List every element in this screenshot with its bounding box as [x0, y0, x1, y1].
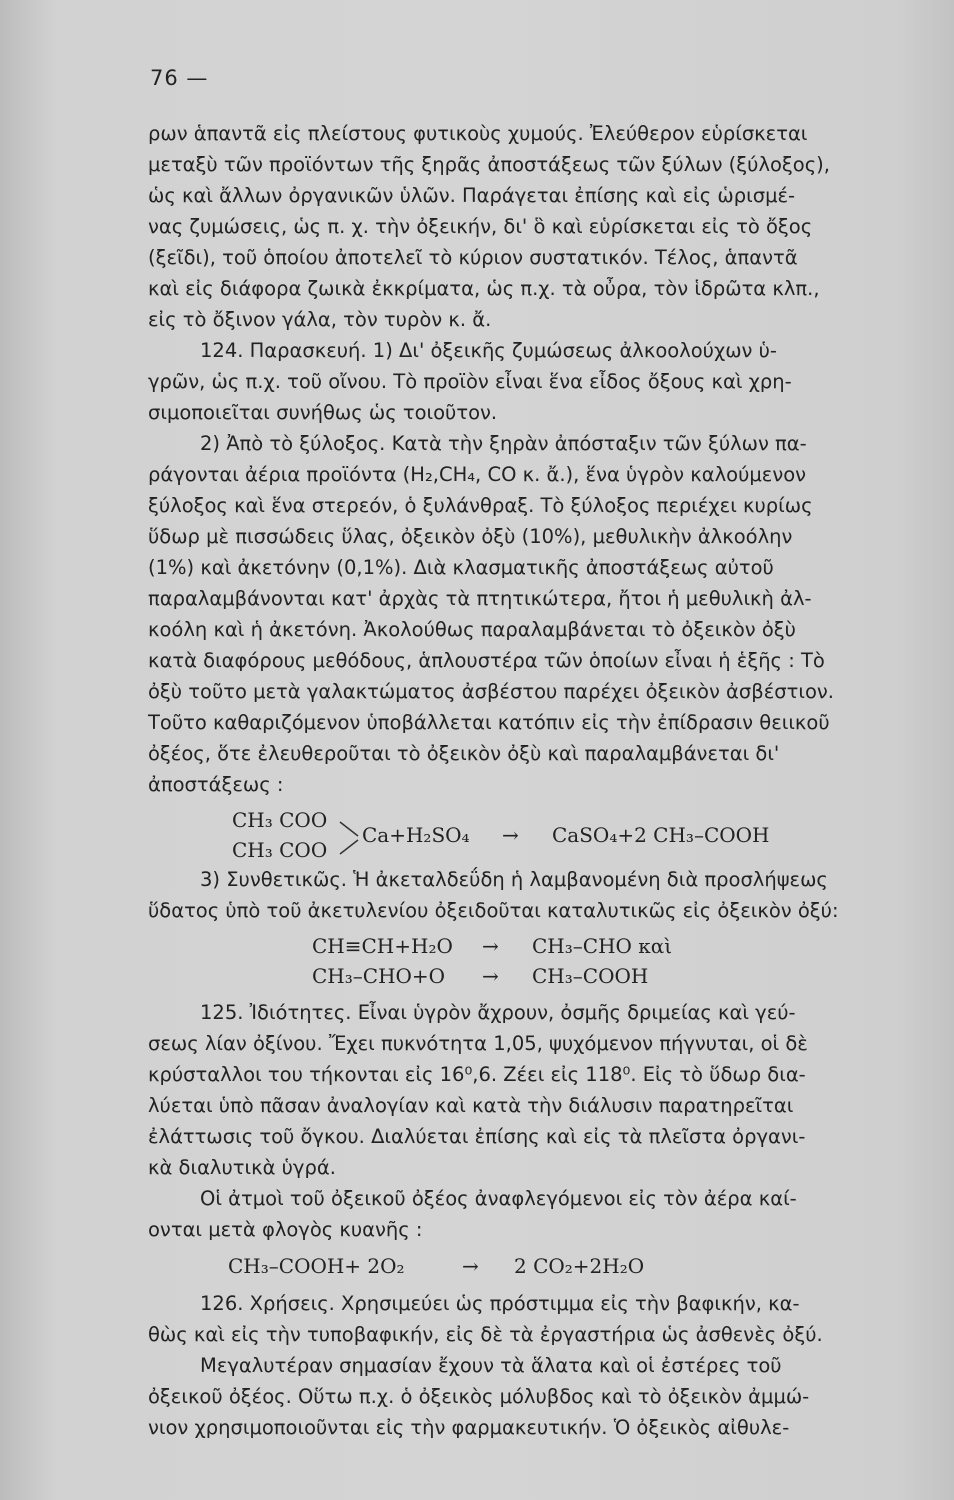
- formula-2b-right: CH₃–COOH: [532, 964, 649, 988]
- formula-2a-arrow: →: [482, 934, 499, 958]
- text-line: ρων ἁπαντᾶ εἰς πλείστους φυτικοὺς χυμούς. Ἐλεύθερον εὑρίσκεται: [148, 122, 808, 145]
- text-line: (1%) καὶ ἀκετόνην (0,1%). Διὰ κλασματικῆς ἀποστάξεως αὐτοῦ: [148, 556, 774, 579]
- text-line: γρῶν, ὡς π.χ. τοῦ οἴνου. Τὸ προϊὸν εἶναι ἕνα εἶδος ὄξους καὶ χρη-: [148, 370, 792, 393]
- text-line: λύεται ὑπὸ πᾶσαν ἀναλογίαν καὶ κατὰ τὴν διάλυσιν παρατηρεῖται: [148, 1094, 794, 1117]
- text-line: ὀξὺ τοῦτο μετὰ γαλακτώματος ἀσβέστου παρέχει ὀξεικὸν ἀσβέστιον.: [148, 680, 834, 703]
- formula-1-bottom: CH₃ COO: [232, 838, 328, 862]
- text-line: 3) Συνθετικῶς. Ἡ ἀκεταλδεΰδη ἡ λαμβανομένη διὰ προσλήψεως: [200, 868, 828, 891]
- text-line: σεως λίαν ὀξίνου. Ἔχει πυκνότητα 1,05, ψυχόμενον πήγνυται, οἱ δὲ: [148, 1032, 808, 1055]
- formula-1-middle: Ca+H₂SO₄: [362, 823, 470, 847]
- section-heading-125: 125. Ἰδιότητες. Εἶναι ὑγρὸν ἄχρουν, ὀσμῆς δριμείας καὶ γεύ-: [200, 1001, 796, 1024]
- text-line: Οἱ ἀτμοὶ τοῦ ὀξεικοῦ ὀξέος ἀναφλεγόμενοι εἰς τὸν ἀέρα καί-: [200, 1187, 797, 1210]
- text-line: Μεγαλυτέραν σημασίαν ἔχουν τὰ ἅλατα καὶ οἱ ἐστέρες τοῦ: [200, 1354, 782, 1377]
- text-line: Τοῦτο καθαριζόμενον ὑποβάλλεται κατόπιν εἰς τὴν ἐπίδρασιν θειικοῦ: [148, 711, 830, 734]
- text-line: ἐλάττωσις τοῦ ὄγκου. Διαλύεται ἐπίσης καὶ εἰς τὰ πλεῖστα ὀργανι-: [148, 1125, 806, 1148]
- text-line: ὀξεικοῦ ὀξέος. Οὕτω π.χ. ὁ ὀξεικὸς μόλυβδος καὶ τὸ ὀξεικὸν ἀμμώ-: [148, 1385, 810, 1408]
- text-line: 2) Ἀπὸ τὸ ξύλοξος. Κατὰ τὴν ξηρὰν ἀπόσταξιν τῶν ξύλων πα-: [200, 432, 807, 455]
- text-line: νιον χρησιμοποιοῦνται εἰς τὴν φαρμακευτικήν. Ὁ ὀξεικὸς αἰθυλε-: [148, 1416, 790, 1439]
- section-heading-124: 124. Παρασκευή. 1) Δι' ὀξεικῆς ζυμώσεως ἀλκοολούχων ὑ-: [200, 339, 777, 362]
- text-line: (ξεῖδι), τοῦ ὁποίου ἀποτελεῖ τὸ κύριον συστατικόν. Τέλος, ἁπαντᾶ: [148, 246, 798, 269]
- text-line: ὀξέος, ὅτε ἐλευθεροῦται τὸ ὀξεικὸν ὀξὺ καὶ παραλαμβάνεται δι': [148, 742, 780, 765]
- text-line: παραλαμβάνονται κατ' ἀρχὰς τὰ πτητικώτερα, ἤτοι ἡ μεθυλικὴ ἀλ-: [148, 587, 812, 610]
- text-line: ὡς καὶ ἄλλων ὀργανικῶν ὑλῶν. Παράγεται ἐπίσης καὶ εἰς ὡρισμέ-: [148, 184, 796, 207]
- formula-3-left: CH₃–COOH+ 2O₂: [228, 1254, 405, 1278]
- formula-2b-left: CH₃–CHO+O: [312, 964, 446, 988]
- formula-1-right: CaSO₄+2 CH₃–COOH: [552, 823, 770, 847]
- formula-1-top: CH₃ COO: [232, 808, 328, 832]
- formula-2b-arrow: →: [482, 964, 499, 988]
- formula-1-arrow: →: [502, 823, 519, 847]
- formula-3-right: 2 CO₂+2H₂O: [514, 1254, 645, 1278]
- text-line: καὶ εἰς διάφορα ζωικὰ ἐκκρίματα, ὡς π.χ. τὰ οὖρα, τὸν ἱδρῶτα κλπ.,: [148, 277, 820, 300]
- formula-3-arrow: →: [462, 1254, 479, 1278]
- text-line: ἀποστάξεως :: [148, 773, 284, 796]
- text-line: ονται μετὰ φλογὸς κυανῆς :: [148, 1218, 423, 1241]
- text-line: εἰς τὸ ὄξινον γάλα, τὸν τυρὸν κ. ἄ.: [148, 308, 492, 331]
- page-number: 76 —: [150, 66, 209, 90]
- section-heading-126: 126. Χρήσεις. Χρησιμεύει ὡς πρόστιμμα εἰς τὴν βαφικήν, κα-: [200, 1292, 800, 1315]
- text-line: ράγονται ἀέρια προϊόντα (H₂,CH₄, CO κ. ἄ.), ἕνα ὑγρὸν καλούμενον: [148, 463, 807, 486]
- text-line: μεταξὺ τῶν προϊόντων τῆς ξηρᾶς ἀποστάξεως τῶν ξύλων (ξύλοξος),: [148, 153, 830, 176]
- text-line: σιμοποιεῖται συνήθως ὡς τοιοῦτον.: [148, 401, 498, 424]
- text-line: θὼς καὶ εἰς τὴν τυποβαφικήν, εἰς δὲ τὰ ἐργαστήρια ὡς ἀσθενὲς ὀξύ.: [148, 1323, 823, 1346]
- formula-2a-left: CH≡CH+H₂O: [312, 934, 453, 958]
- text-line: ὕδατος ὑπὸ τοῦ ἀκετυλενίου ὀξειδοῦται καταλυτικῶς εἰς ὀξεικὸν ὀξύ:: [148, 899, 839, 922]
- formula-2a-right: CH₃–CHO καὶ: [532, 934, 673, 958]
- formula-1-bracket: [338, 818, 362, 858]
- text-line: κοόλη καὶ ἡ ἀκετόνη. Ἀκολούθως παραλαμβάνεται τὸ ὀξεικὸν ὀξὺ: [148, 618, 796, 641]
- text-line: κατὰ διαφόρους μεθόδους, ἁπλουστέρα τῶν ὁποίων εἶναι ἡ ἑξῆς : Τὸ: [148, 649, 825, 672]
- text-line: κρύσταλλοι του τήκονται εἰς 16⁰,6. Ζέει εἰς 118⁰. Εἰς τὸ ὕδωρ δια-: [148, 1063, 806, 1086]
- text-line: κὰ διαλυτικὰ ὑγρά.: [148, 1156, 336, 1179]
- text-line: νας ζυμώσεις, ὡς π. χ. τὴν ὀξεικήν, δι' ὃ καὶ εὑρίσκεται εἰς τὸ ὄξος: [148, 215, 813, 238]
- text-line: ξύλοξος καὶ ἕνα στερεόν, ὁ ξυλάνθραξ. Τὸ ξύλοξος περιέχει κυρίως: [148, 494, 813, 517]
- text-line: ὕδωρ μὲ πισσώδεις ὕλας, ὀξεικὸν ὀξὺ (10%), μεθυλικὴν ἀλκοόλην: [148, 525, 793, 548]
